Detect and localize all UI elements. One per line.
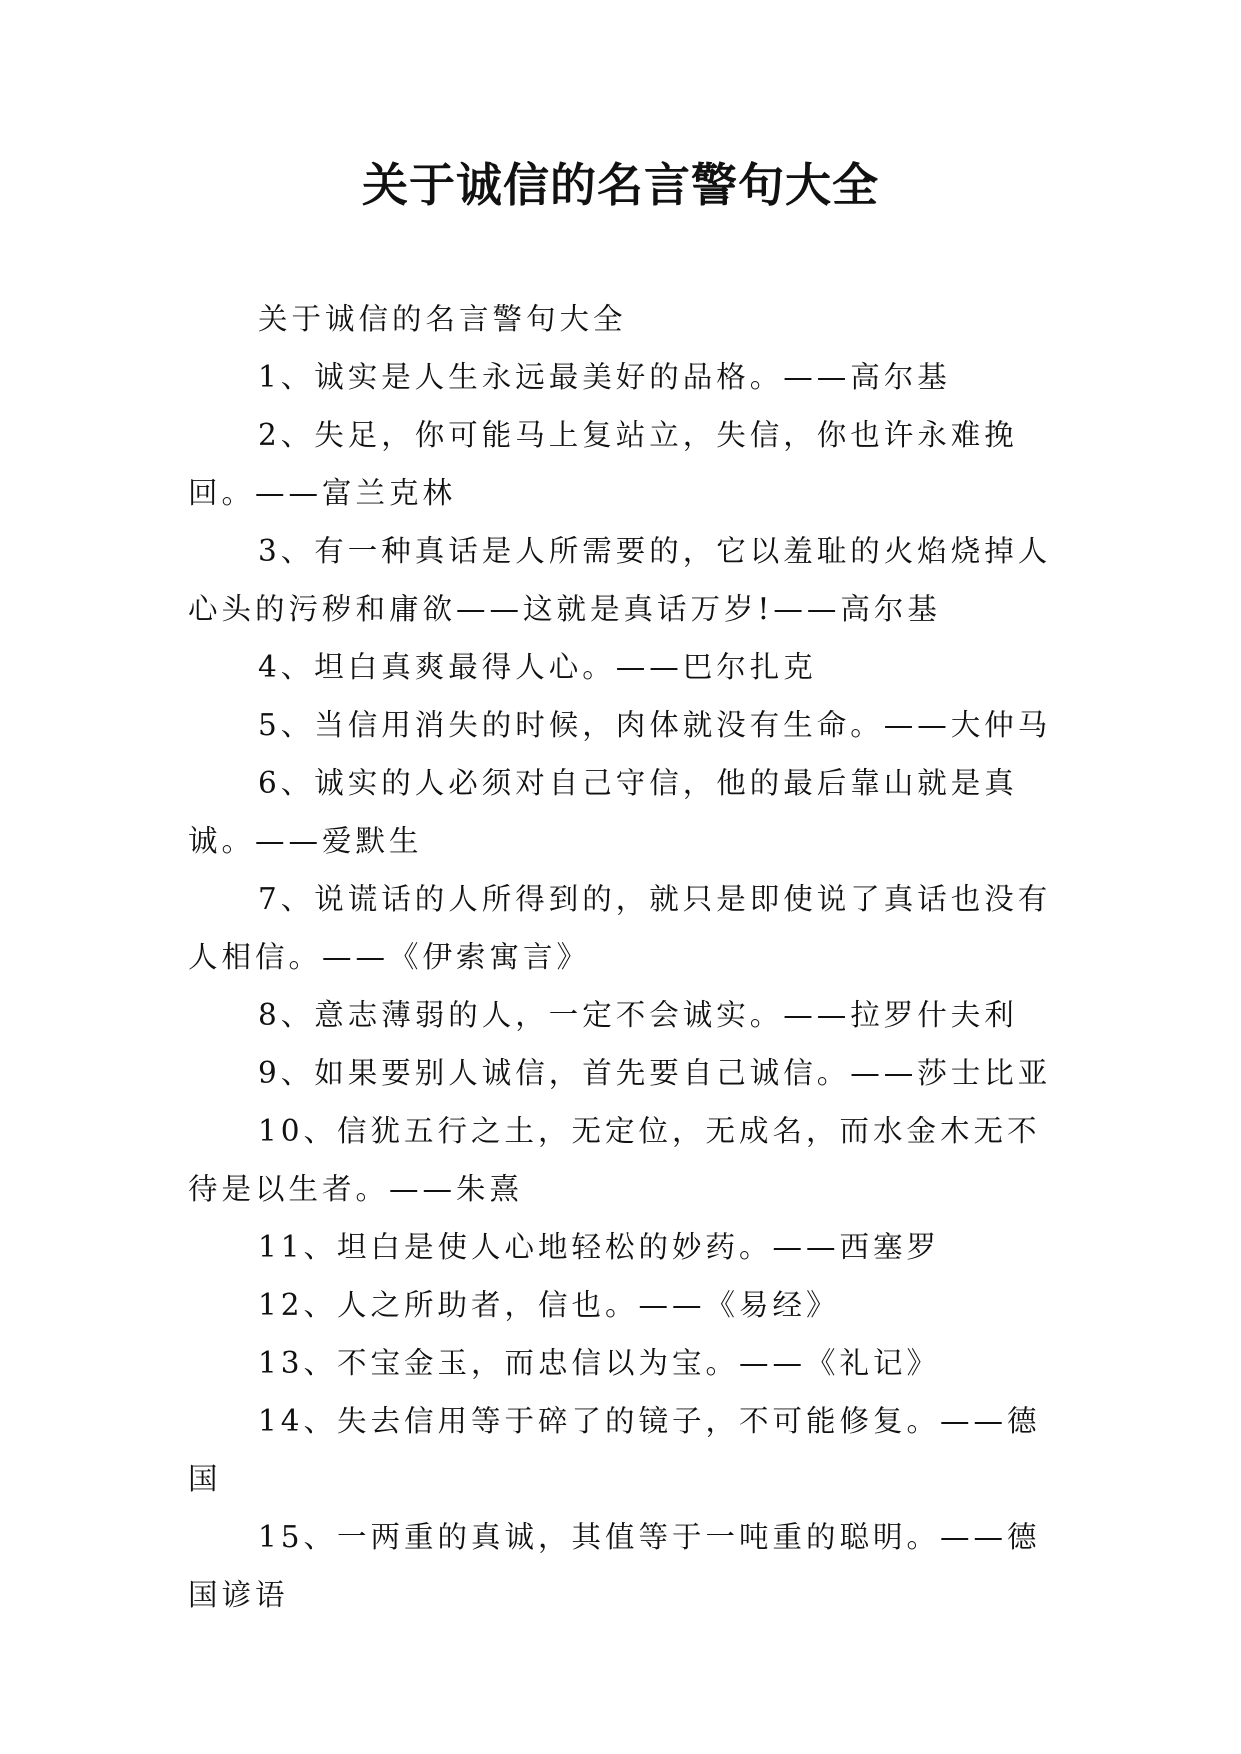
quote-item: 10、信犹五行之土，无定位，无成名，而水金木无不待是以生者。——朱熹 [188, 1114, 1041, 1206]
quote-item: 3、有一种真话是人所需要的，它以羞耻的火焰烧掉人心头的污秽和庸欲——这就是真话万岁!——高尔基 [188, 534, 1052, 626]
quote-item: 5、当信用消失的时候，肉体就没有生命。——大仲马 [258, 708, 1052, 742]
document-title: 关于诚信的名言警句大全 [362, 158, 879, 212]
quote-item: 1、诚实是人生永远最美好的品格。——高尔基 [258, 360, 951, 394]
quote-item: 8、意志薄弱的人，一定不会诚实。——拉罗什夫利 [258, 998, 1018, 1032]
quote-item: 12、人之所助者，信也。——《易经》 [258, 1288, 840, 1322]
intro-paragraph: 关于诚信的名言警句大全 [258, 302, 627, 336]
quote-item: 4、坦白真爽最得人心。——巴尔扎克 [258, 650, 817, 684]
quote-item: 9、如果要别人诚信，首先要自己诚信。——莎士比亚 [258, 1056, 1052, 1090]
quote-item: 11、坦白是使人心地轻松的妙药。——西塞罗 [258, 1230, 941, 1264]
quote-item: 2、失足，你可能马上复站立，失信，你也许永难挽回。——富兰克林 [188, 418, 1018, 510]
quote-item: 14、失去信用等于碎了的镜子，不可能修复。——德国 [188, 1404, 1041, 1496]
quote-item: 13、不宝金玉，而忠信以为宝。——《礼记》 [258, 1346, 941, 1380]
quote-item: 6、诚实的人必须对自己守信，他的最后靠山就是真诚。——爱默生 [188, 766, 1018, 858]
document-body [188, 290, 1058, 1624]
quote-item: 7、说谎话的人所得到的，就只是即使说了真话也没有人相信。——《伊索寓言》 [188, 882, 1052, 974]
quote-item: 15、一两重的真诚，其值等于一吨重的聪明。——德国谚语 [188, 1520, 1041, 1612]
